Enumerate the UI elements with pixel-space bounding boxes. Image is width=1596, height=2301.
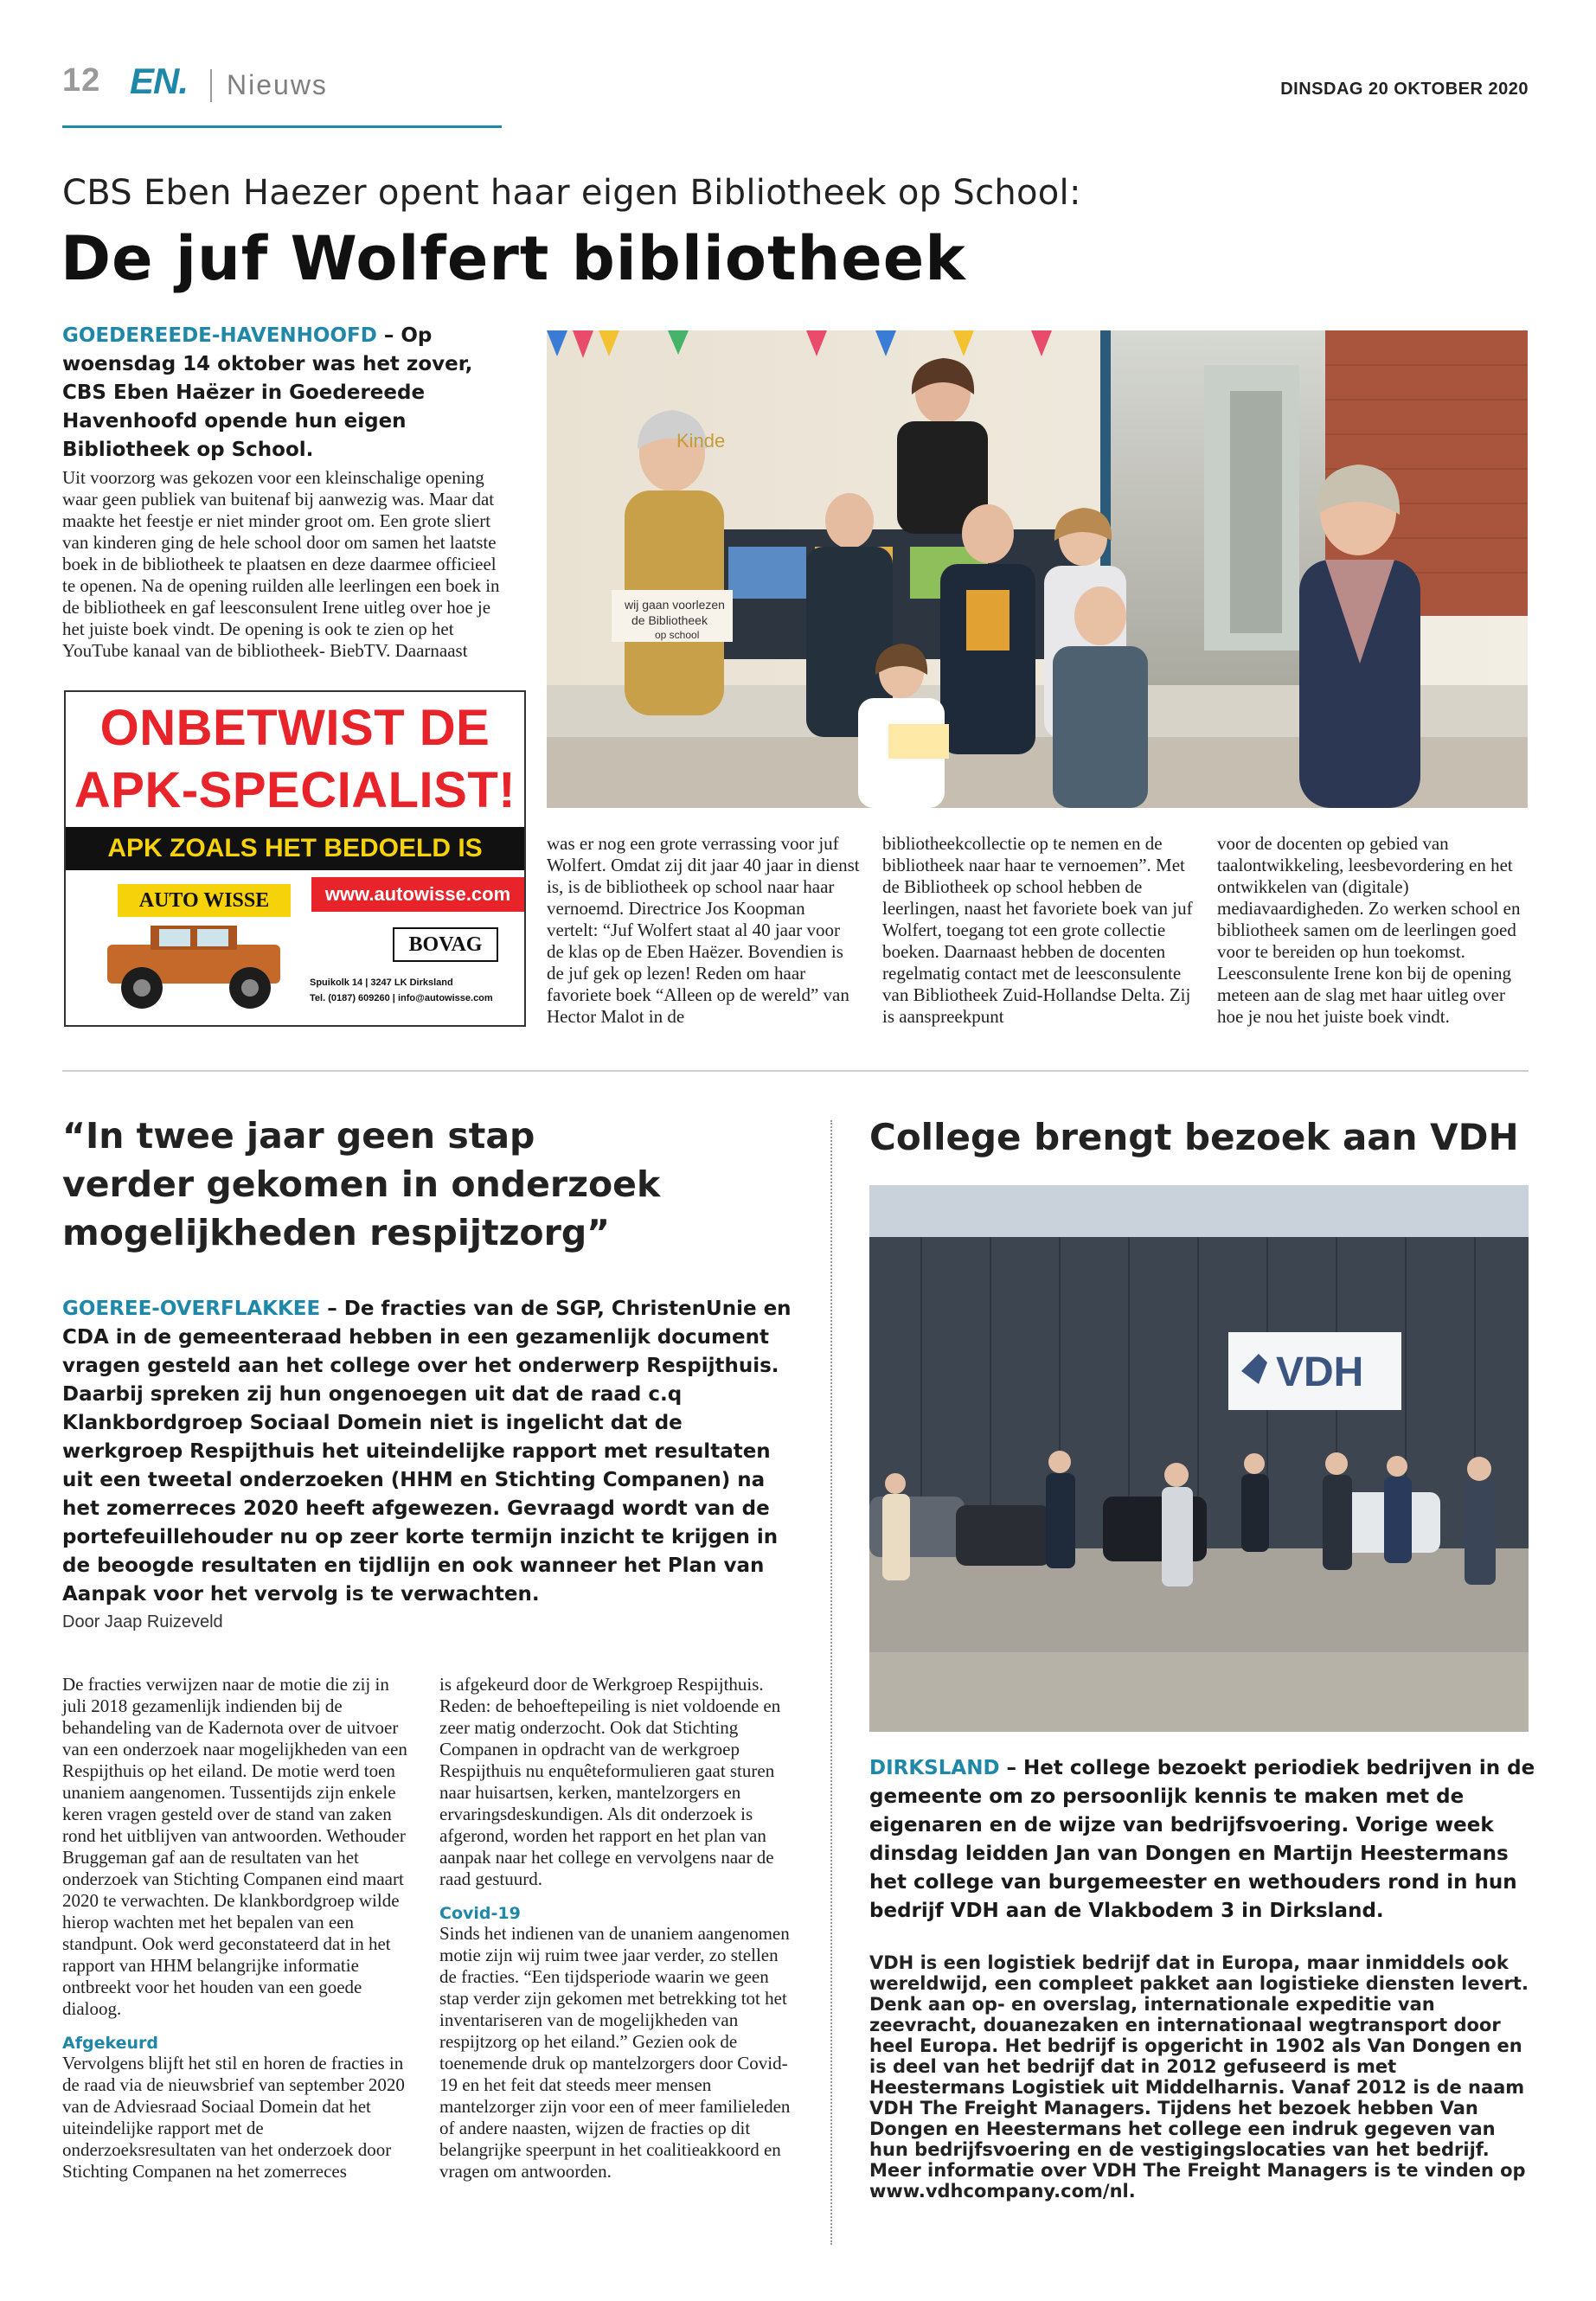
vdh-sign-text: VDH xyxy=(1276,1349,1364,1395)
article2-col1-p1: De fracties verwijzen naar de motie die zij in juli 2018 gezamenlijk indienden bij de behandeling van de Kadernota over de uitvoer van een onderzoek naar mogelijkheden van een Respijthuis op het eiland. De motie werd toen unaniem aangenomen. Tussentijds zijn enkele keren vragen gesteld over de stand van zaken rond het uitblijven van antwoorden. Wethouder Bruggeman gaf aan de resultaten van het onderzoek van Stichting Companen eind maart 2020 te verwachten. De klankbordgroep wilde hierop wachten met het bepalen van een standpunt. Ook werd geconstateerd dat in het rapport van HHM belangrijke informatie ontbreekt voor het houden van een goede dialoog. xyxy=(62,1674,407,2019)
article2-title: “In twee jaar geen stap verder gekomen in onderzoek mogelijkheden respijtzorg” xyxy=(62,1115,661,1253)
issue-date: DINSDAG 20 OKTOBER 2020 xyxy=(1280,80,1529,99)
article1-kicker: CBS Eben Haezer opent haar eigen Bibliotheek op School: xyxy=(62,173,1081,213)
section-divider xyxy=(62,1070,1529,1072)
ad-website[interactable]: www.autowisse.com xyxy=(311,877,524,912)
article2-col2-p1: is afgekeurd door de Werkgroep Respijthuis. Reden: de behoeftepeiling is niet voldoende en zeer matig onderzocht. Ook dat Stichting Companen in opdracht van de werkgroep Respijthuis nu enquêteformulieren gaat sturen naar huisartsen, kerken, mantelzorgers en ervaringsdeskundigen. Als dit onderzoek is afgerond, worden het rapport en het plan van aanpak naar het college en vervolgens naar de raad gestuurd. xyxy=(439,1674,781,1889)
article1-col4: voor de docenten op gebied van taalontwikkeling, leesbevordering en het ontwikkelen van (digitale) mediavaardigheden. Zo werken school en bibliotheek samen om de leerlingen goed voor te bereiden op hun toekomst. Leesconsulente Irene kon bij de opening meteen aan de slag met haar uitleg over hoe je nou het juiste boek vindt. xyxy=(1217,833,1521,1027)
article3-lead-text: – Het college bezoekt periodiek bedrijven in de gemeente om zo persoonlijk kennis te maken met de eigenaren en de wijze van bedrijfsvoering. Vorige week dinsdag leidden Jan van Dongen en Martijn Heestermans het college van burgemeester en wethouders rond in hun bedrijf VDH aan de Vlakbodem 3 in Dirksland. xyxy=(869,1757,1535,1922)
ad-contact: Tel. (0187) 609260 | info@autowisse.com xyxy=(310,993,493,1003)
column-divider-dotted xyxy=(830,1120,832,2245)
article3-photo xyxy=(869,1185,1529,1732)
article2-subhead-covid: Covid-19 xyxy=(439,1904,521,1923)
article2-lead xyxy=(62,1295,796,1609)
article2-col1-p2: Vervolgens blijft het stil en horen de fracties in de raad via de nieuwsbrief van september 2020 van de Adviesraad Sociaal Domein dat het uiteindelijke rapport met de onderzoeksresultaten van het onderzoek door Stichting Companen na het zomerreces xyxy=(62,2053,405,2182)
library-opening-photo xyxy=(547,330,1528,808)
article2-col2 xyxy=(439,1674,794,2182)
page-number: 12 xyxy=(62,62,101,99)
article3-lead xyxy=(869,1754,1535,1926)
vdh-visit-photo xyxy=(869,1185,1529,1732)
header-divider xyxy=(210,69,212,102)
article1-dateline: GOEDEREEDE-HAVENHOOFD xyxy=(62,324,377,347)
article2-col2-p2: Sinds het indienen van de unaniem aangenomen motie zijn wij ruim twee jaar verder, zo stellen de fracties. “Een tijdsperiode waarin we geen stap verder zijn gekomen met betrekking tot het inventariseren van de mogelijkheden van respijtzorg op het eiland.” Gezien ook de toenemende druk op mantelzorgers door Covid-19 en het feit dat steeds meer mensen mantelzorger zijn voor een of meer familieleden of andere naasten, wijzen de fracties op dit belangrijke speerpunt in het coalitieakkoord en vragen om antwoorden. xyxy=(439,1923,791,2182)
article3-title: College brengt bezoek aan VDH xyxy=(869,1116,1519,1158)
ad-address: Spuikolk 14 | 3247 LK Dirksland xyxy=(310,977,453,988)
article1-lead xyxy=(62,322,503,465)
article1-col2: was er nog een grote verrassing voor juf Wolfert. Omdat zij dit jaar 40 jaar in dienst is, is de bibliotheek op school naar haar vernoemd. Directrice Jos Koopman vertelt: “Juf Wolfert staat al 40 jaar voor de klas op de Eben Haëzer. Bovendien is de juf gek op lezen! Reden om haar favoriete boek “Alleen op de wereld” van Hector Malot in de xyxy=(547,833,860,1027)
jeep-icon xyxy=(90,919,298,1014)
article2-dateline: GOEREE-OVERFLAKKEE xyxy=(62,1298,321,1320)
article2-lead-text: – De fracties van de SGP, ChristenUnie en CDA in de gemeenteraad hebben in een gezamenlijk document vragen gesteld aan het college over het onderwerp Respijthuis. Daarbij spreken zij hun ongenoegen uit dat de raad c.q Klankbordgroep Sociaal Domein niet is ingelicht dat de werkgroep Respijthuis het uiteindelijke rapport met resultaten uit een tweetal onderzoeken (HHM en Stichting Companen) na het zomerreces 2020 heeft afgewezen. Gevraagd wordt van de portefeuillehouder nu op zeer korte termijn inzicht te krijgen in de beoogde resultaten en tijdlijn en ook wanneer het Plan van Aanpak voor het vervolg is te verwachten. xyxy=(62,1298,792,1606)
photo-sign-line1: wij gaan voorlezen xyxy=(625,598,725,612)
photo-wall-text: Kinde xyxy=(676,430,726,452)
article1-col3: bibliotheekcollectie op te nemen en de bibliotheek naar haar te vernoemen”. Met de Bibliotheek op school hebben de leerlingen, naast het favoriete boek van juf Wolfert, toegang tot een grote collectie boeken. Daarnaast hebben de docenten regelmatig contact met de leesconsulente van Bibliotheek Zuid-Hollandse Delta. Zij is aanspreekpunt xyxy=(882,833,1193,1027)
ad-headline-line2: APK-SPECIALIST! xyxy=(74,762,516,818)
article2-byline: Door Jaap Ruizeveld xyxy=(62,1612,223,1631)
advertisement-auto-wisse[interactable] xyxy=(64,690,526,1027)
article3-body: VDH is een logistiek bedrijf dat in Europa, maar inmiddels ook wereldwijd, een compleet pakket aan logistieke diensten levert. Denk aan op- en overslag, internationale expeditie van zeevracht, douanezaken en internationaal wegtransport door heel Europa. Het bedrijf is opgericht in 1902 als Van Dongen en is deel van het bedrijf dat in 2012 gefuseerd is met Heestermans Logistiek uit Middelharnis. Vanaf 2012 is de naam VDH The Freight Managers. Tijdens het bezoek hebben Van Dongen en Heestermans het college een indruk gegeven van hun bedrijfsvoering en de vestigingslocaties van het bedrijf. Meer informatie over VDH The Freight Managers is te vinden op www.vdhcompany.com/nl. xyxy=(869,1952,1529,2202)
section-label[interactable]: Nieuws xyxy=(227,69,328,100)
article1-photo xyxy=(547,330,1528,808)
article1-title: De juf Wolfert bibliotheek xyxy=(61,223,966,294)
article1-col1: Uit voorzorg was gekozen voor een kleinschalige opening waar geen publiek van buitenaf bij aanwezig was. Maar dat maakte het feestje er niet minder groot om. Een grote sliert van kinderen ging de hele school door om samen het laatste boek in de bibliotheek te plaatsen en deze daarmee officieel te openen. Na de opening ruilden alle leerlingen een boek in de bibliotheek en gaf leesconsulent Irene uitleg over hoe je het juiste boek vindt. De opening is ook te zien op het YouTube kanaal van de bibliotheek- BiebTV. Daarnaast xyxy=(62,467,500,661)
ad-brand: AUTO WISSE xyxy=(118,884,291,917)
ad-banner-text: APK ZOALS HET BEDOELD IS xyxy=(107,834,483,862)
ad-headline-line1: ONBETWIST DE xyxy=(99,700,490,756)
ad-banner xyxy=(66,827,524,870)
photo-sign-line3: op school xyxy=(655,629,700,641)
article3-dateline: DIRKSLAND xyxy=(869,1757,1000,1779)
header-underline xyxy=(62,125,502,128)
article2-col1 xyxy=(62,1674,417,2182)
publication-logo[interactable]: EN. xyxy=(130,61,189,101)
article1-lead-text: – Op woensdag 14 oktober was het zover, CBS Eben Haëzer in Goedereede Havenhoofd opende hun eigen Bibliotheek op School. xyxy=(62,324,473,461)
article2-subhead-afgekeurd: Afgekeurd xyxy=(62,2034,158,2053)
photo-sign-line2: de Bibliotheek xyxy=(631,613,708,627)
ad-bovag-logo: BOVAG xyxy=(393,927,498,962)
